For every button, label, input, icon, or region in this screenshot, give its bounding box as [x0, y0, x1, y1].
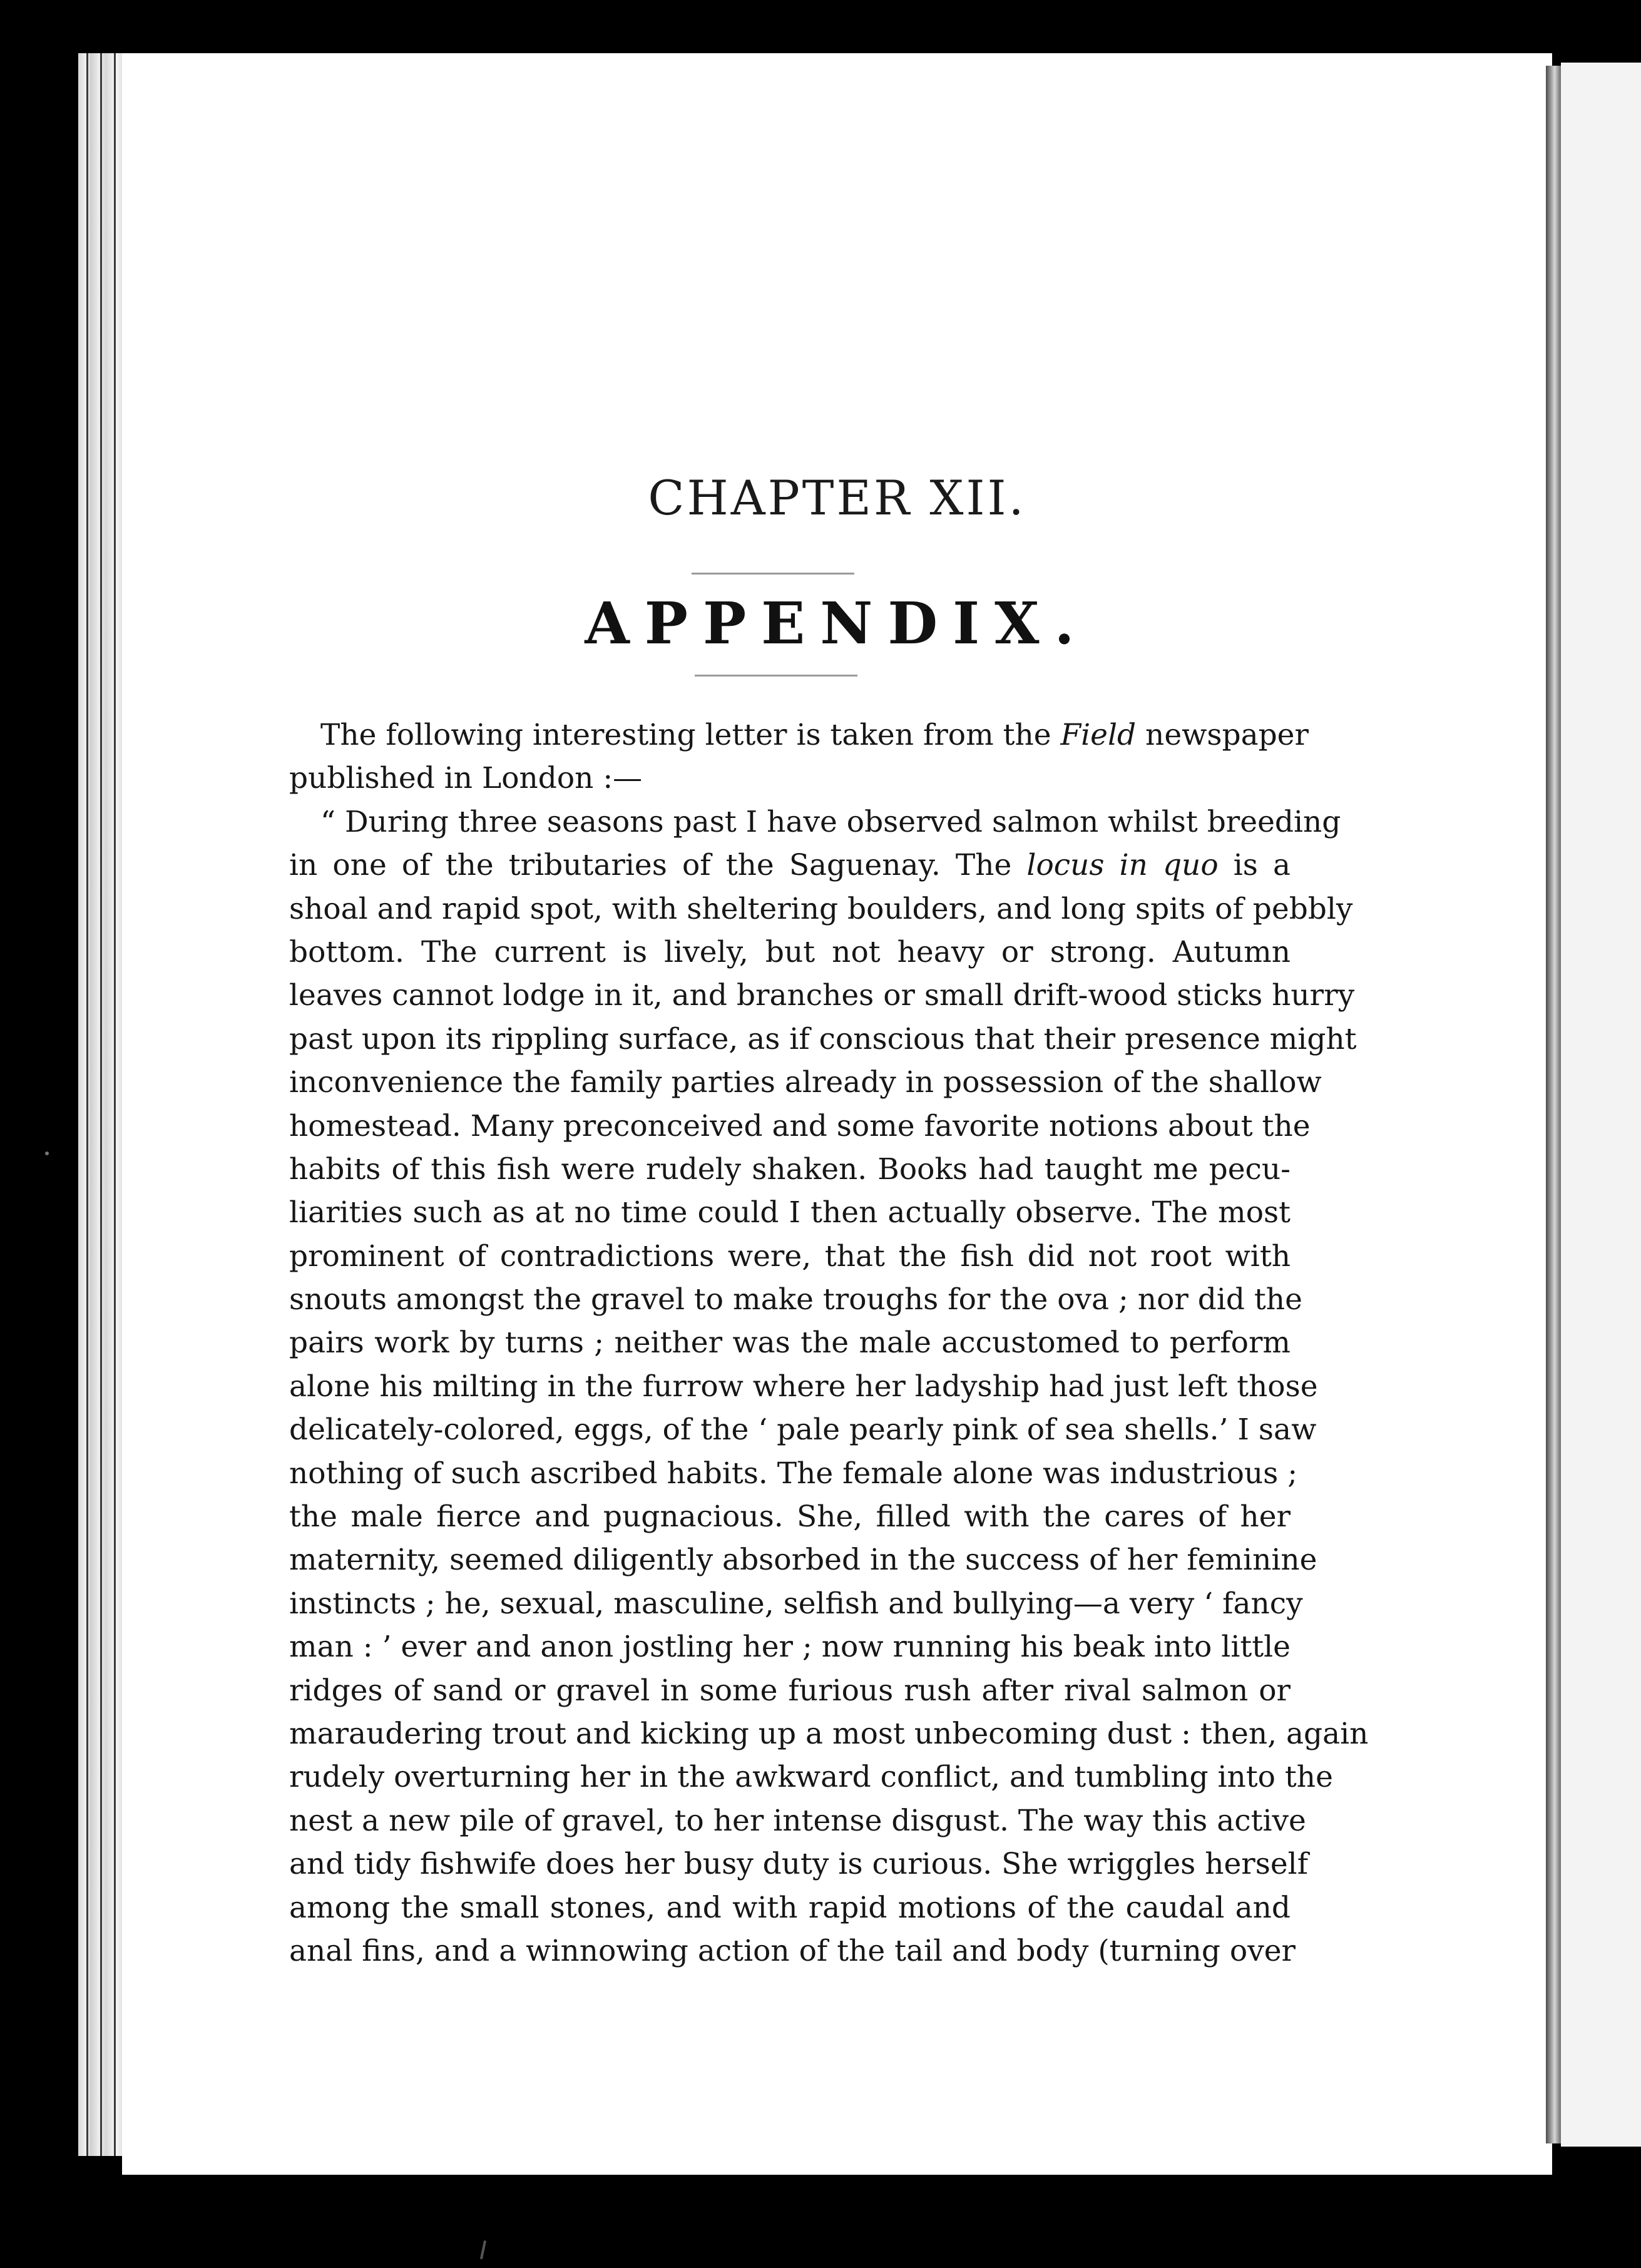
text-line [289, 1669, 1291, 1712]
text-segment: the male fierce and pugnacious. She, filled with the cares of her [289, 1499, 1291, 1535]
text-segment: leaves cannot lodge in it, and branches or small drift-wood sticks hurry [289, 978, 1355, 1013]
text-segment: alone his milting in the furrow where her ladyship had just left those [289, 1369, 1318, 1404]
text-line [289, 1321, 1291, 1364]
text-segment: maternity, seemed diligently absorbed in the success of her feminine [289, 1543, 1317, 1578]
text-line [289, 757, 1291, 800]
text-segment: newspaper [1136, 718, 1309, 752]
gutter-edge [1546, 66, 1561, 2143]
page-edge-line [114, 53, 116, 2156]
text-segment: maraudering trout and kicking up a most unbecoming dust : then, again [289, 1716, 1369, 1751]
text-line [289, 1929, 1296, 1973]
text-line [289, 1191, 1291, 1234]
text-segment: “ During three seasons past I have observed salmon whilst breeding [320, 804, 1341, 839]
text-segment: nothing of such ascribed habits. The female alone was industrious ; [289, 1456, 1298, 1491]
text-segment: inconvenience the family parties already in possession of the shallow [289, 1065, 1322, 1100]
scan-speck [45, 1152, 49, 1155]
text-segment: in one of the tributaries of the Saguenay. The [289, 848, 1027, 883]
text-segment: habits of this fish were rudely shaken. Books had taught me pecu- [289, 1152, 1291, 1187]
text-line [289, 974, 1355, 1017]
text-line [289, 844, 1291, 887]
text-segment: homestead. Many preconceived and some favorite notions about the [289, 1108, 1311, 1143]
text-segment: instincts ; he, sexual, masculine, selfish and bullying—a very ‘ fancy [289, 1586, 1303, 1621]
text-line [289, 1755, 1333, 1799]
text-segment: among the small stones, and with rapid motions of the caudal and [289, 1890, 1291, 1925]
text-segment: rudely overturning her in the awkward conflict, and tumbling into the [289, 1760, 1333, 1795]
italic-text: Field [1060, 718, 1137, 752]
text-line [289, 1582, 1303, 1625]
text-line [289, 800, 1341, 844]
divider-rule [695, 675, 857, 677]
text-line [289, 713, 1309, 757]
text-segment: published in London :— [289, 761, 643, 796]
text-line [289, 1799, 1306, 1842]
text-line [289, 1148, 1291, 1191]
text-line [289, 1495, 1291, 1538]
text-line [289, 1105, 1311, 1148]
text-line [289, 1538, 1317, 1581]
text-line [289, 1842, 1309, 1886]
text-line [289, 931, 1291, 974]
scan-mark [480, 2240, 486, 2259]
text-segment: liarities such as at no time could I then actually observe. The most [289, 1195, 1291, 1230]
text-line [289, 1018, 1357, 1061]
chapter-heading: CHAPTER XII. [648, 470, 1026, 526]
text-line [289, 1625, 1291, 1668]
section-title: APPENDIX. [585, 590, 1090, 657]
page-edge-line [100, 53, 102, 2156]
text-segment: and tidy fishwife does her busy duty is curious. She wriggles herself [289, 1847, 1309, 1882]
text-line [289, 1712, 1369, 1755]
text-segment: is a [1218, 848, 1291, 883]
text-line [289, 887, 1353, 931]
italic-text: locus in quo [1026, 848, 1219, 883]
text-segment: past upon its rippling surface, as if conscious that their presence might [289, 1021, 1357, 1056]
page-edge-line [86, 53, 88, 2156]
text-line [289, 1452, 1298, 1495]
text-segment: shoal and rapid spot, with sheltering boulders, and long spits of pebbly [289, 891, 1353, 926]
text-line [289, 1886, 1291, 1929]
text-segment: bottom. The current is lively, but not heavy or strong. Autumn [289, 934, 1291, 969]
text-line [289, 1061, 1322, 1104]
text-segment: delicately-colored, eggs, of the ‘ pale pearly pink of sea shells.’ I saw [289, 1412, 1317, 1448]
text-segment: pairs work by turns ; neither was the male accustomed to perform [289, 1326, 1291, 1361]
text-line [289, 1365, 1318, 1408]
text-line [289, 1408, 1317, 1451]
text-segment: anal fins, and a winnowing action of the tail and body (turning over [289, 1933, 1296, 1968]
text-segment: nest a new pile of gravel, to her intense disgust. The way this active [289, 1803, 1306, 1838]
body-text [289, 713, 1369, 1973]
text-segment: prominent of contradictions were, that the fish did not root with [289, 1239, 1291, 1274]
divider-rule [692, 573, 854, 575]
text-segment: ridges of sand or gravel in some furious rush after rival salmon or [289, 1673, 1291, 1708]
facing-page [1561, 63, 1641, 2147]
text-segment: man : ’ ever and anon jostling her ; now running his beak into little [289, 1630, 1291, 1665]
text-line [289, 1278, 1302, 1321]
text-segment: The following interesting letter is taken from the [320, 718, 1061, 752]
text-segment: snouts amongst the gravel to make troughs for the ova ; nor did the [289, 1282, 1302, 1317]
text-line [289, 1235, 1291, 1278]
